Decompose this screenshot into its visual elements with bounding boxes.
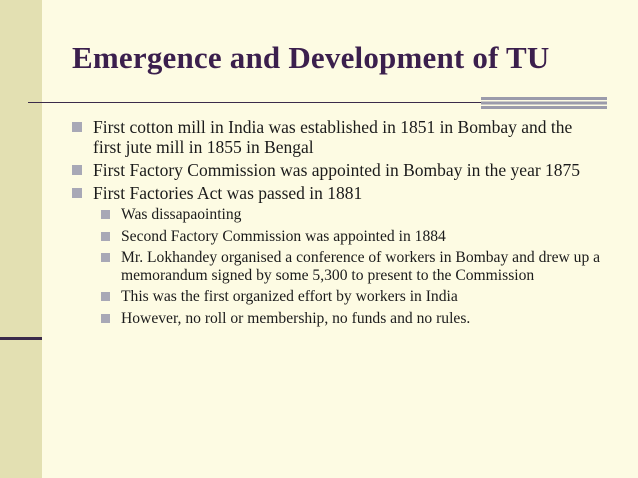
sub-bullet-item bbox=[101, 228, 602, 246]
sub-bullet-text: Second Factory Commission was appointed in 1884 bbox=[121, 227, 446, 245]
sub-bullet-list bbox=[101, 206, 602, 327]
sub-bullet-item bbox=[101, 310, 602, 328]
bullet-item bbox=[72, 160, 602, 180]
bullet-text: First Factories Act was passed in 1881 bbox=[93, 183, 363, 203]
sub-bullet-item bbox=[101, 249, 602, 284]
sub-bullet-item bbox=[101, 288, 602, 306]
bullet-text: First Factory Commission was appointed in Bombay in the year 1875 bbox=[93, 160, 581, 180]
sub-bullet-item bbox=[101, 206, 602, 224]
left-band-marker bbox=[0, 337, 42, 340]
sub-bullet-text: However, no roll or membership, no funds and no rules. bbox=[121, 309, 471, 327]
bullet-text: First cotton mill in India was established in 1851 in Bombay and the first jute mill in 1855 in Bengal bbox=[93, 117, 573, 157]
sub-bullet-text: Was dissapaointing bbox=[121, 206, 242, 223]
square-bullet-icon bbox=[101, 292, 110, 301]
square-bullet-icon bbox=[101, 210, 110, 219]
left-accent-band bbox=[0, 0, 42, 478]
square-bullet-icon bbox=[101, 232, 110, 241]
square-bullet-icon bbox=[72, 122, 82, 132]
bullet-item bbox=[72, 183, 602, 203]
square-bullet-icon bbox=[72, 165, 82, 175]
square-bullet-icon bbox=[72, 188, 82, 198]
title-underline-accent bbox=[481, 97, 607, 109]
bullet-item bbox=[72, 117, 602, 157]
square-bullet-icon bbox=[101, 253, 110, 262]
sub-bullet-text: Mr. Lokhandey organised a conference of workers in Bombay and drew up a memorandum signed by some 5,300 to present to the Commission bbox=[121, 249, 601, 284]
slide-content bbox=[72, 117, 602, 331]
slide-title: Emergence and Development of TU bbox=[72, 40, 550, 75]
title-underline bbox=[28, 102, 481, 103]
sub-bullet-text: This was the first organized effort by workers in India bbox=[121, 288, 458, 305]
square-bullet-icon bbox=[101, 314, 110, 323]
